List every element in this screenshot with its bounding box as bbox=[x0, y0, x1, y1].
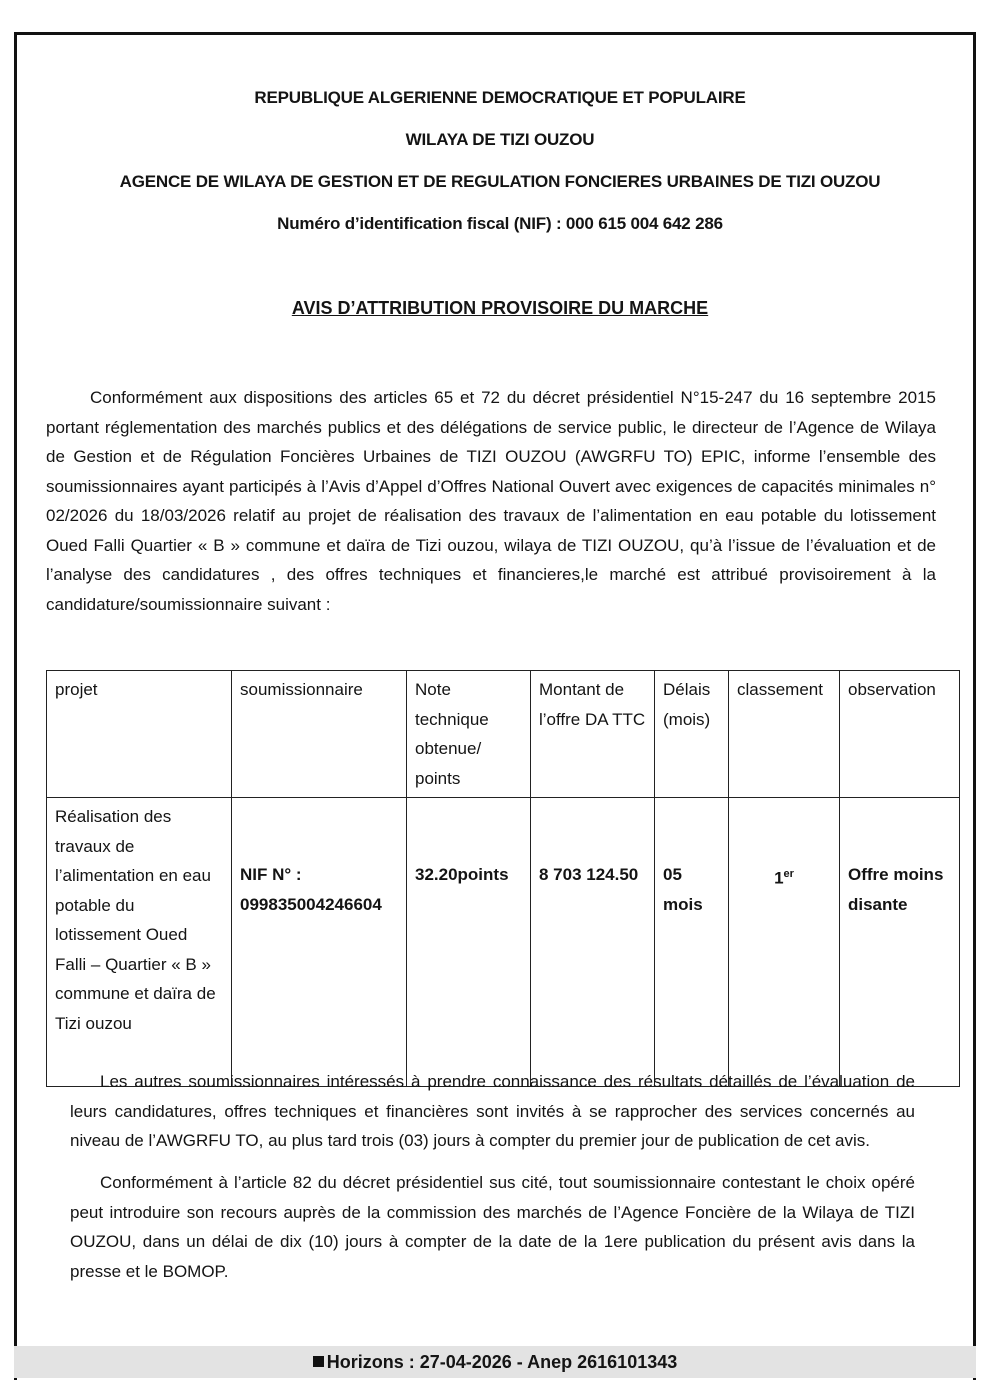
footer-bar bbox=[14, 1346, 976, 1378]
award-table bbox=[46, 670, 960, 1087]
cell-montant: 8 703 124.50 bbox=[531, 798, 655, 1087]
header-agency: AGENCE DE WILAYA DE GESTION ET DE REGULATION FONCIERES URBAINES DE TIZI OUZOU bbox=[119, 172, 881, 191]
header-note: Note technique obtenue/ points bbox=[407, 671, 531, 798]
cell-classement: 1er bbox=[729, 798, 840, 1087]
header-nif: Numéro d’identification fiscal (NIF) : 000 615 004 642 286 bbox=[277, 214, 723, 233]
header-delais: Délais (mois) bbox=[655, 671, 729, 798]
cell-soumissionnaire: NIF N° : 099835004246604 bbox=[232, 798, 407, 1087]
square-bullet-icon bbox=[313, 1356, 324, 1367]
header-montant: Montant de l’offre DA TTC bbox=[531, 671, 655, 798]
table-header-row bbox=[47, 671, 960, 798]
header-classement: classement bbox=[729, 671, 840, 798]
cell-note: 32.20points bbox=[407, 798, 531, 1087]
cell-observation: Offre moins disante bbox=[840, 798, 960, 1087]
intro-paragraph: Conformément aux dispositions des articles 65 et 72 du décret présidentiel N°15-247 du 16 septembre 2015 portant réglementation des marchés publics et des délégations de service public, le directeur de l’Agence de Wilaya de Gestion et de Régulation Foncières Urbaines de TIZI OUZOU (AWGRFU TO) EPIC, informe l’ensemble des soumissionnaires ayant participés à l’Avis d’Appel d’Offres National Ouvert avec exigences de capacités minimales n° 02/2026 du 18/03/2026 relatif au projet de réalisation des travaux de l’alimentation en eau potable du lotissement Oued Falli Quartier « B » commune et daïra de Tizi ouzou, wilaya de TIZI OUZOU, qu’à l’issue de l’évaluation et de l’analyse des candidatures , des offres techniques et financieres,le marché est attribué provisoirement à la candidature/soumissionnaire suivant : bbox=[46, 388, 936, 614]
header-observation: observation bbox=[840, 671, 960, 798]
footer-text: Horizons : 27-04-2026 - Anep 2616101343 bbox=[326, 1352, 678, 1372]
notice-title: AVIS D’ATTRIBUTION PROVISOIRE DU MARCHE bbox=[291, 298, 709, 318]
header-republic: REPUBLIQUE ALGERIENNE DEMOCRATIQUE ET POPULAIRE bbox=[254, 88, 746, 107]
header-soumissionnaire: soumissionnaire bbox=[232, 671, 407, 798]
table-row bbox=[47, 798, 960, 1087]
results-paragraph: Les autres soumissionnaires intéressés à prendre connaissance des résultats détaillés de l’évaluation de leurs candidatures, offres techniques et financières sont invités à se rapprocher des services concernés au niveau de l’AWGRFU TO, au plus tard trois (03) jours à compter du premier jour de publication de cet avis. bbox=[70, 1072, 915, 1150]
appeal-paragraph: Conformément à l’article 82 du décret présidentiel sus cité, tout soumissionnaire contestant le choix opéré peut introduire son recours auprès de la commission des marchés de l’Agence Foncière de la Wilaya de TIZI OUZOU, dans un délai de dix (10) jours à compter de la date de la 1ere publication du présent avis dans la presse et le BOMOP. bbox=[70, 1173, 915, 1281]
cell-delais: 05 mois bbox=[655, 798, 729, 1087]
cell-projet: Réalisation des travaux de l’alimentation en eau potable du lotissement Oued Falli – Quartier « B » commune et daïra de Tizi ouzou bbox=[47, 798, 232, 1087]
header-wilaya: WILAYA DE TIZI OUZOU bbox=[405, 130, 595, 149]
header-projet: projet bbox=[47, 671, 232, 798]
